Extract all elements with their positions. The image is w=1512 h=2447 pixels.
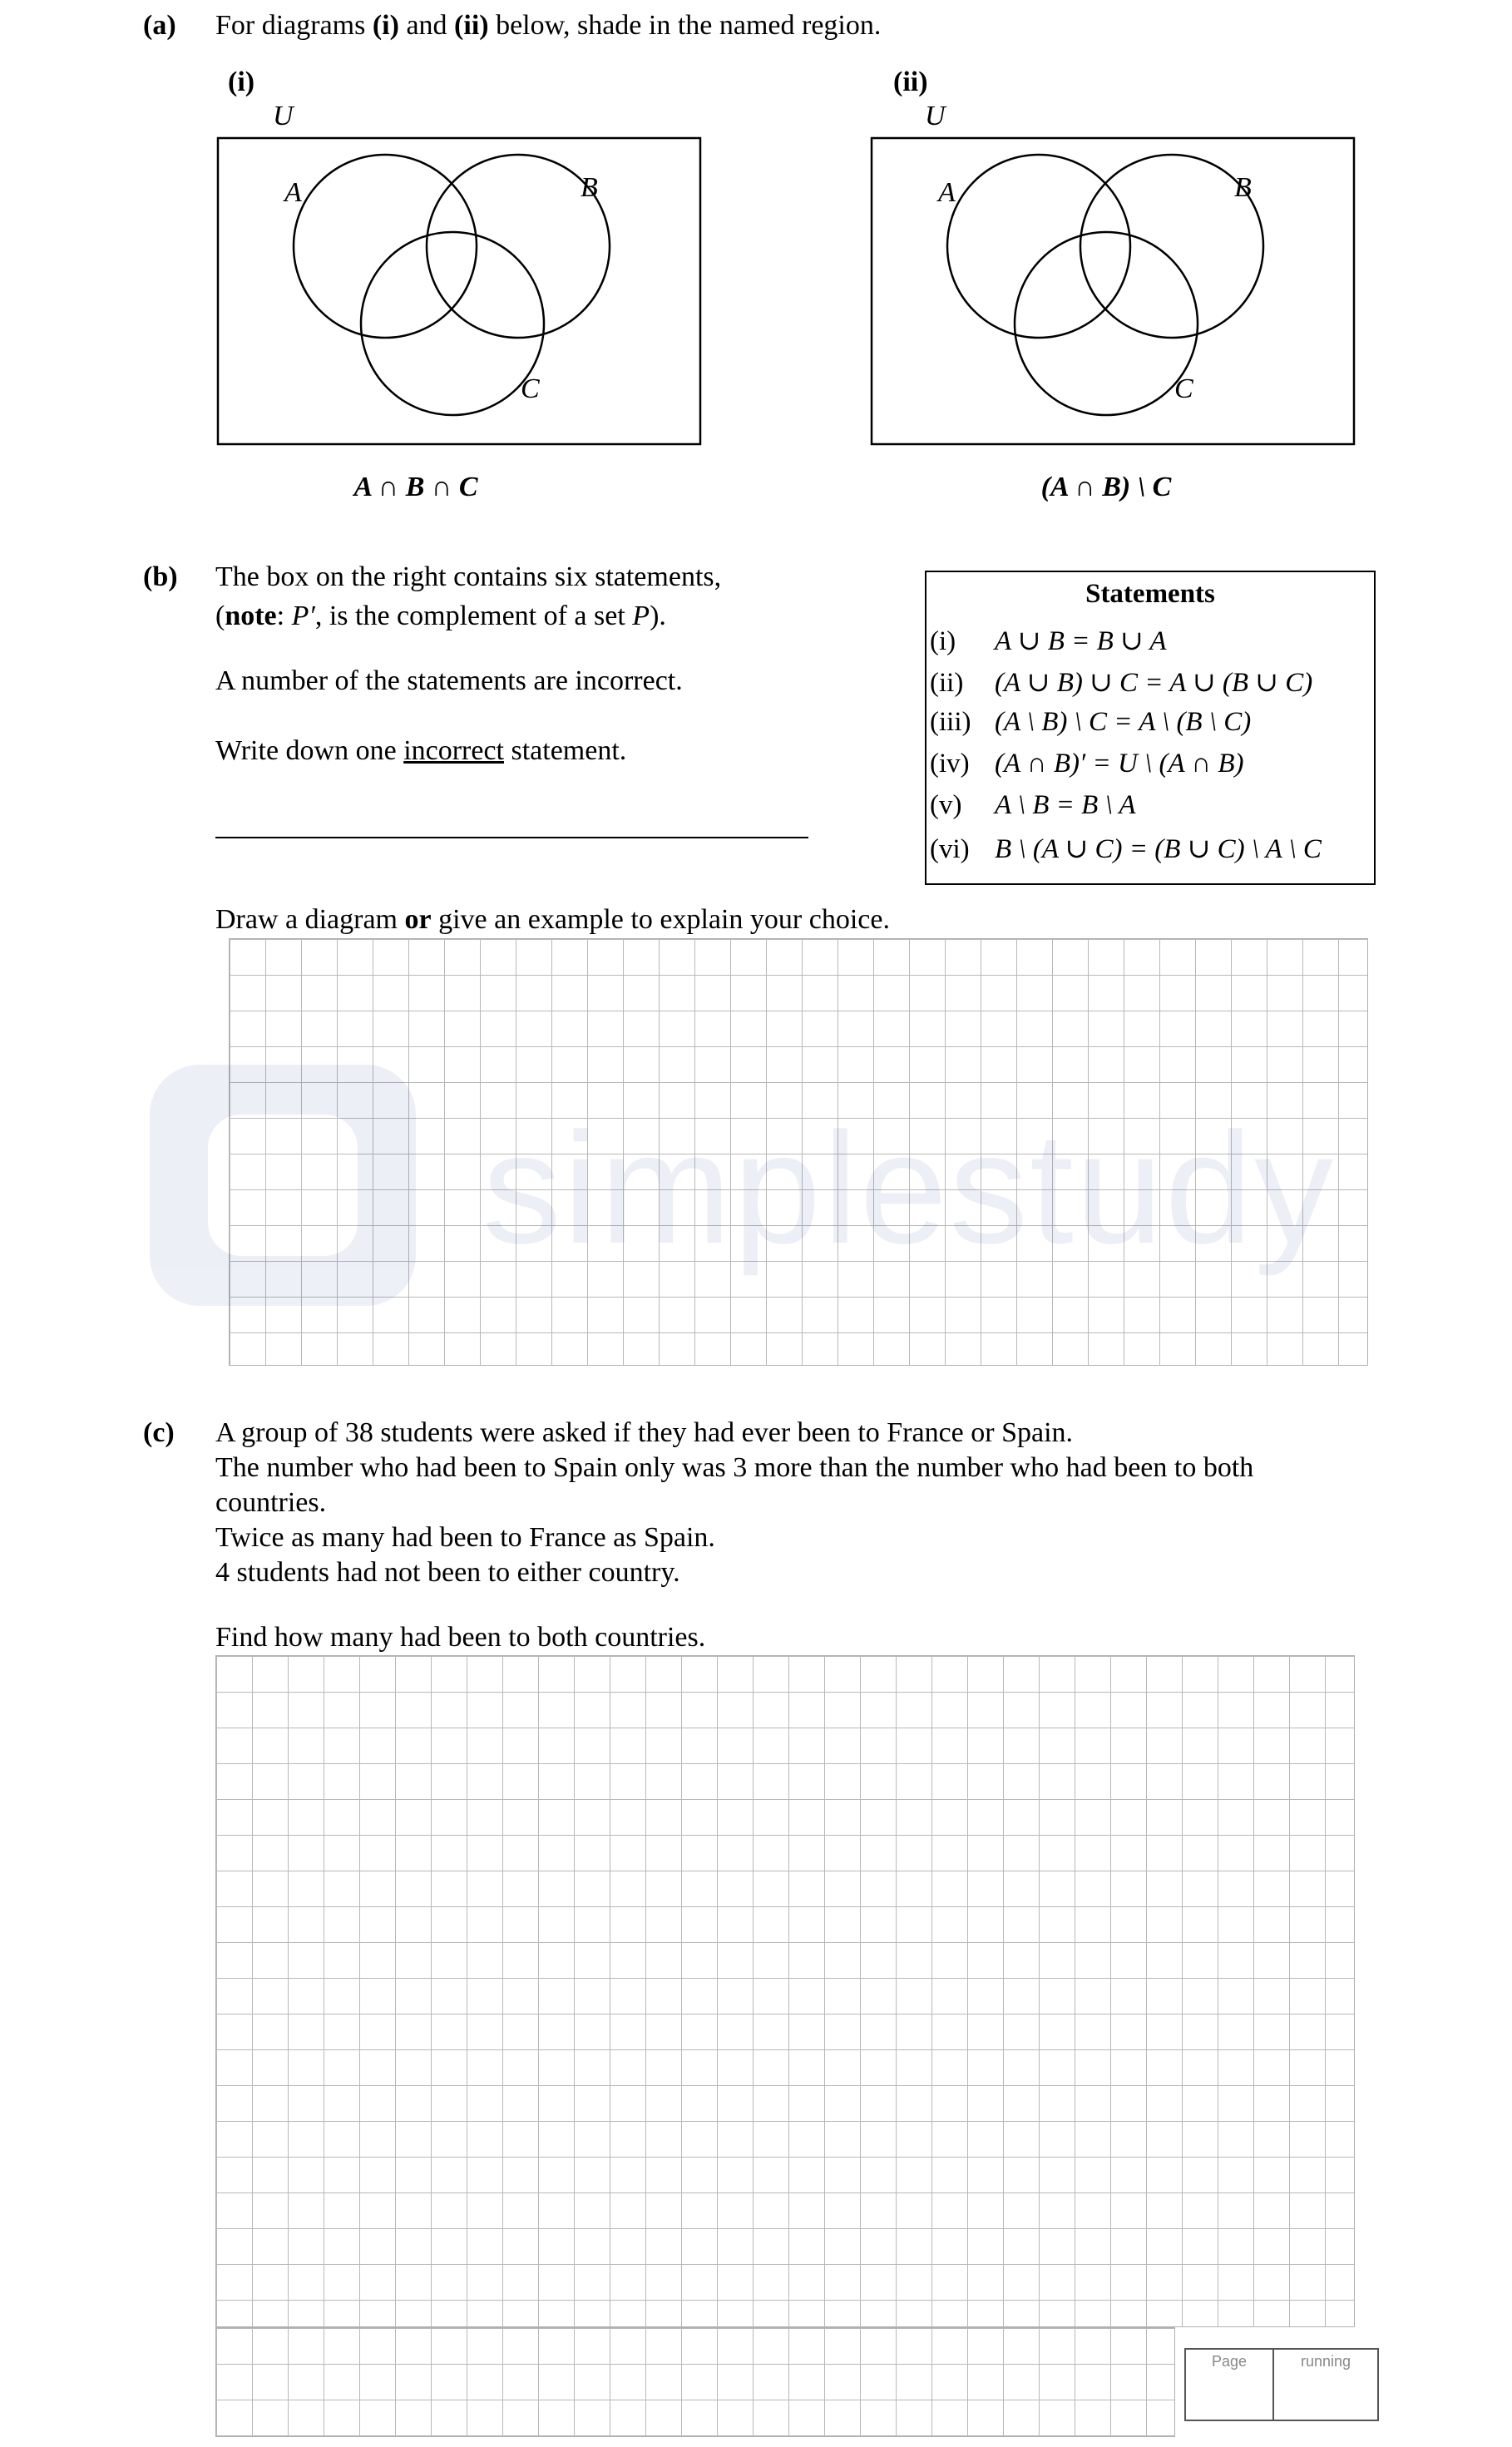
part-c-line2: The number who had been to Spain only was 3 more than the number who had been to both bbox=[215, 1452, 1254, 1483]
instruction-ii: (ii) bbox=[454, 10, 489, 41]
text: : bbox=[276, 601, 292, 631]
statement-expr: (A \ B) \ C = A \ (B \ C) bbox=[995, 707, 1252, 737]
venn-diagram-i[interactable] bbox=[208, 100, 715, 449]
diagram-ii-region: (A ∩ B) \ C bbox=[1040, 472, 1172, 502]
text: ). bbox=[650, 601, 666, 631]
part-b-label: (b) bbox=[143, 561, 178, 592]
statement-row bbox=[930, 665, 1312, 699]
part-c-line5: 4 students had not been to either country. bbox=[215, 1557, 680, 1588]
statement-expr: A ∪ B = B ∪ A bbox=[995, 626, 1167, 656]
set-c-label: C bbox=[521, 373, 540, 404]
part-a-label: (a) bbox=[143, 10, 176, 41]
answer-line[interactable] bbox=[215, 837, 808, 838]
part-b-line3: A number of the statements are incorrect. bbox=[215, 665, 683, 696]
diagram-i-region: A ∩ B ∩ C bbox=[353, 472, 478, 502]
page-label: Page bbox=[1186, 2350, 1274, 2420]
statement-expr: A \ B = B \ A bbox=[995, 790, 1136, 820]
universe-label: U bbox=[925, 101, 946, 131]
part-b-line2 bbox=[215, 599, 666, 634]
statement-expr: (A ∪ B) ∪ C = A ∪ (B ∪ C) bbox=[995, 668, 1313, 698]
part-c-question: Find how many had been to both countries. bbox=[215, 1622, 706, 1653]
part-b-line1: The box on the right contains six statements, bbox=[215, 561, 722, 592]
working-grid-b[interactable] bbox=[229, 938, 1368, 1366]
part-b-line4 bbox=[215, 734, 626, 769]
set-a-label: A bbox=[284, 177, 302, 208]
part-a-instruction bbox=[215, 8, 881, 43]
running-label: running bbox=[1300, 2353, 1351, 2370]
circle-a[interactable] bbox=[294, 155, 477, 338]
statement-expr: (A ∩ B)′ = U \ (A ∩ B) bbox=[995, 749, 1244, 779]
p-symbol: P bbox=[632, 601, 650, 631]
text: give an example to explain your choice. bbox=[431, 904, 890, 935]
statement-num: (iv) bbox=[930, 749, 970, 779]
instruction-i: (i) bbox=[372, 10, 399, 41]
instruction-text: For diagrams bbox=[215, 10, 373, 41]
part-c-line3: countries. bbox=[215, 1487, 327, 1518]
circle-a[interactable] bbox=[947, 155, 1130, 338]
working-grid-c[interactable] bbox=[215, 1655, 1355, 2327]
text: Write down one bbox=[215, 735, 404, 766]
universe-label: U bbox=[273, 101, 294, 131]
set-b-label: B bbox=[581, 172, 598, 203]
statement-num: (vi) bbox=[930, 834, 970, 864]
p-prime: P′ bbox=[291, 601, 315, 631]
set-b-label: B bbox=[1234, 172, 1252, 203]
circle-c[interactable] bbox=[1015, 232, 1198, 415]
part-c-line4: Twice as many had been to France as Spain. bbox=[215, 1522, 715, 1553]
statement-num: (ii) bbox=[930, 668, 964, 698]
or-word: or bbox=[404, 904, 432, 935]
instruction-text: below, shade in the named region. bbox=[488, 10, 882, 41]
statement-row bbox=[930, 624, 1167, 657]
note-word: note bbox=[225, 601, 277, 631]
text: , is the complement of a set bbox=[314, 601, 633, 631]
statement-num: (v) bbox=[930, 790, 962, 820]
statement-num: (iii) bbox=[930, 707, 971, 737]
working-grid-c-bottom[interactable] bbox=[215, 2327, 1175, 2437]
diagram-i-label: (i) bbox=[228, 67, 255, 97]
text: ( bbox=[215, 601, 225, 631]
circle-c[interactable] bbox=[361, 232, 544, 415]
instruction-text: and bbox=[398, 10, 455, 41]
text: Draw a diagram bbox=[215, 904, 405, 935]
statement-row bbox=[930, 707, 1251, 738]
statement-row bbox=[930, 790, 1136, 821]
statement-expr: B \ (A ∪ C) = (B ∪ C) \ A \ C bbox=[995, 834, 1322, 864]
page-running-box bbox=[1184, 2348, 1379, 2421]
venn-diagram-ii[interactable] bbox=[862, 100, 1369, 449]
diagram-ii-label: (ii) bbox=[893, 67, 928, 97]
set-a-label: A bbox=[938, 177, 956, 208]
part-b-draw-instruction bbox=[215, 902, 890, 937]
part-c-label: (c) bbox=[143, 1417, 175, 1448]
statement-num: (i) bbox=[930, 626, 956, 656]
part-c-line1: A group of 38 students were asked if they had ever been to France or Spain. bbox=[215, 1417, 1074, 1448]
statements-box bbox=[925, 571, 1376, 885]
set-c-label: C bbox=[1174, 373, 1193, 404]
incorrect-underlined: incorrect bbox=[403, 735, 504, 766]
statement-row bbox=[930, 832, 1322, 865]
text: statement. bbox=[504, 735, 627, 766]
statements-title: Statements bbox=[1085, 579, 1215, 609]
statement-row bbox=[930, 749, 1244, 779]
